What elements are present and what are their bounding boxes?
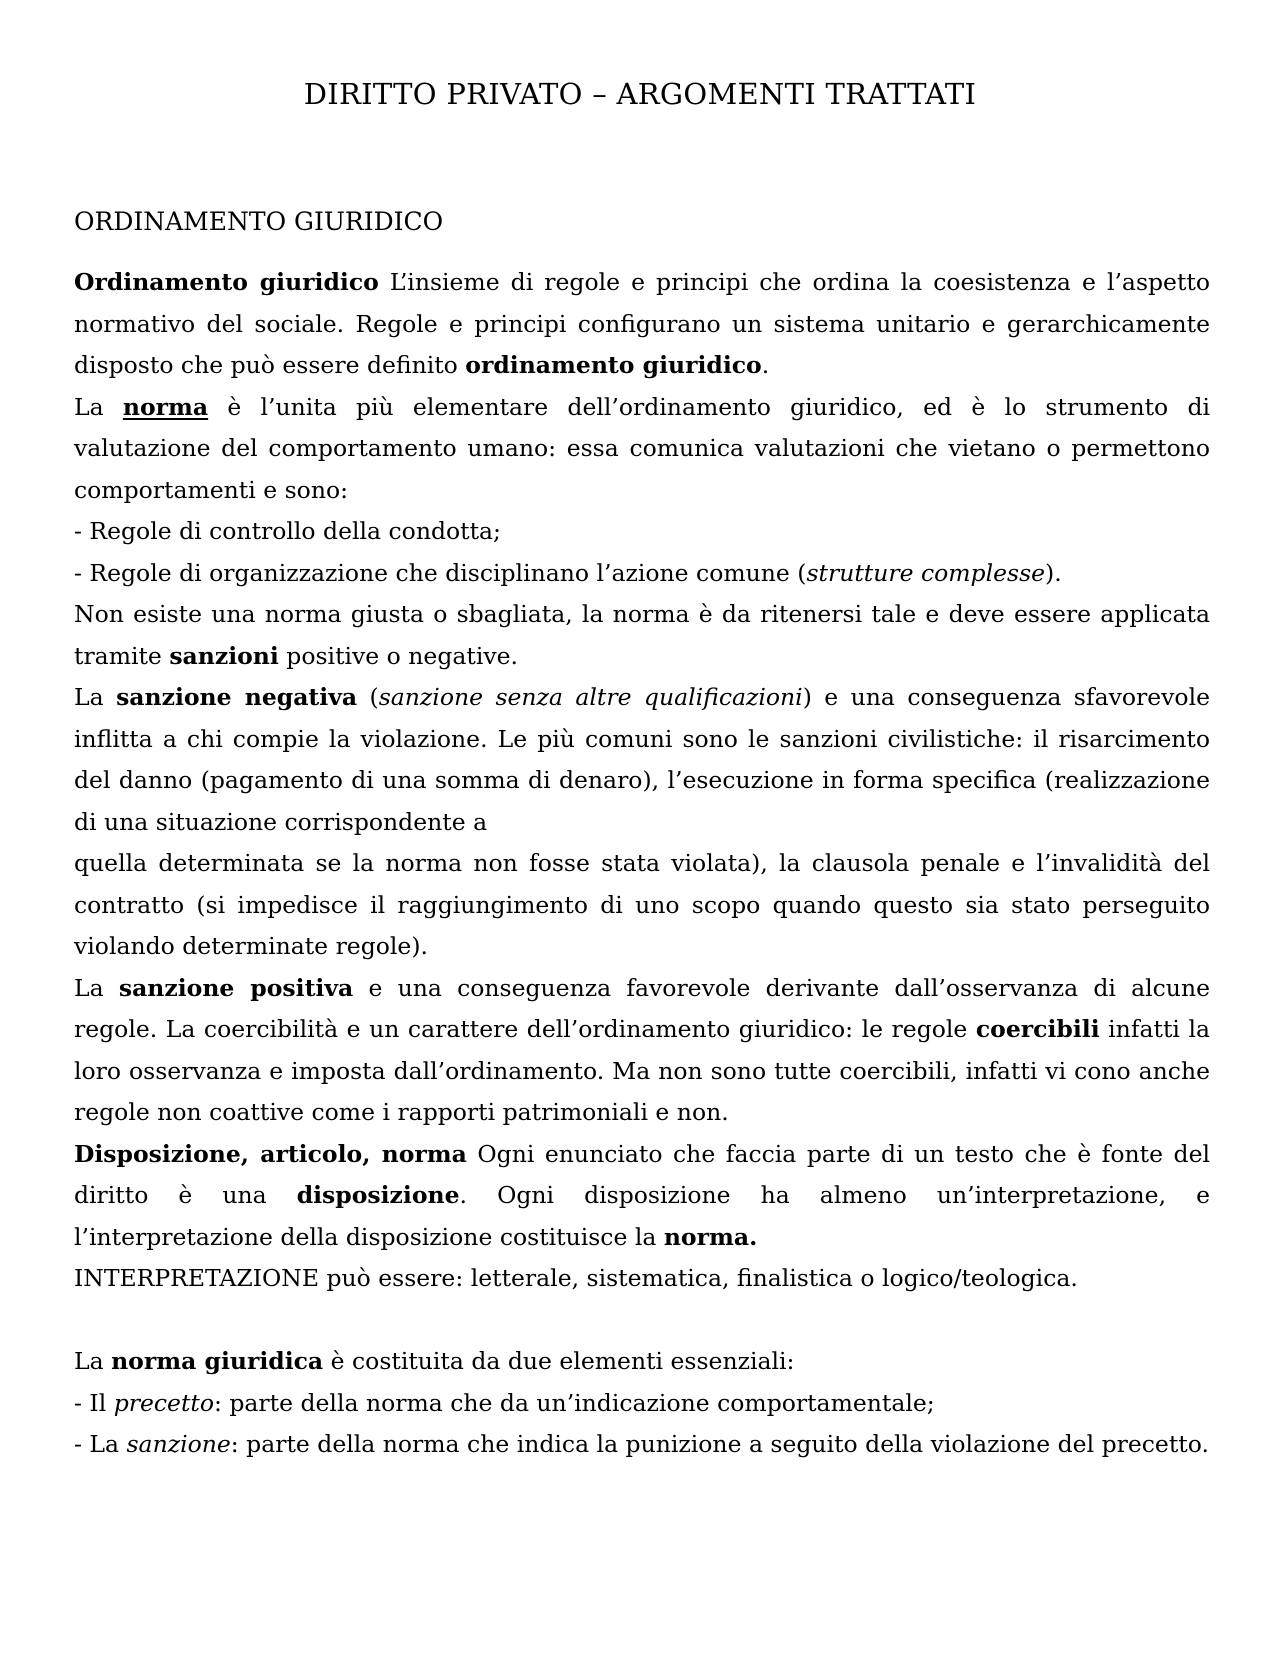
paragraph-text: positive o negative. <box>278 641 519 670</box>
list-item <box>74 1424 1210 1466</box>
paragraph-text: La <box>74 1347 112 1375</box>
paragraph-text: Non esiste una norma giusta o sbagliata, la norma è da ritenersi tale e deve essere applicata tramite <box>74 600 1210 670</box>
list-item-text: : parte della norma che indica la punizione a seguito della violazione del precetto. <box>230 1430 1209 1458</box>
list-item <box>74 1383 1210 1425</box>
term-ordinamento-giuridico: Ordinamento giuridico <box>74 268 379 296</box>
term-norma-underlined: norma <box>122 392 209 421</box>
paragraph-text: infatti la loro osservanza e imposta dall’ordinamento. Ma non sono tutte coercibili, infatti vi cono anche regole non coattive come i rapporti patrimoniali e non. <box>74 1015 1211 1126</box>
section-heading: ORDINAMENTO GIURIDICO <box>74 207 444 236</box>
list-item-text: ). <box>1045 558 1062 587</box>
term-norma-giuridica: norma giuridica <box>111 1347 324 1375</box>
paragraph-sanzioni <box>74 594 1210 677</box>
italic-sanzione: sanzione <box>126 1430 231 1458</box>
paragraph-text: La <box>74 683 117 711</box>
paragraph-text: è l’unita più elementare dell’ordinamento giuridico, ed è lo strumento di valutazione del comportamento umano: essa comunica valutazioni che vietano o permettono comportamenti e sono: <box>74 392 1211 504</box>
paragraph-spacer <box>74 1300 1210 1342</box>
paragraph-sanzione-positiva <box>74 968 1210 1134</box>
term-sanzione-positiva: sanzione positiva <box>118 973 354 1002</box>
paragraph-text: ) e una conseguenza sfavorevole inflitta a chi compie la violazione. Le più comuni sono le sanzioni civilistiche: il risarcimento del danno (pagamento di una somma di denaro), l’esecuzione in forma specifica (realizzazione di una situazione corrispondente a <box>74 683 1210 836</box>
list-item-text: - Il <box>74 1388 114 1417</box>
term-norma <box>123 393 208 421</box>
paragraph-ordinamento <box>74 262 1210 387</box>
list-item: - Regole di controllo della condotta; <box>74 517 501 545</box>
list-item-text: : parte della norma che da un’indicazione comportamentale; <box>213 1388 935 1417</box>
document-body <box>74 262 1210 1466</box>
paragraph-text: . Ogni disposizione ha almeno un’interpretazione, e l’interpretazione della disposizione costituisce la <box>74 1181 1210 1251</box>
paragraph-text: è costituita da due elementi essenziali: <box>323 1347 795 1375</box>
italic-strutture-complesse: strutture complesse <box>806 558 1046 587</box>
term-sanzioni: sanzioni <box>169 641 279 670</box>
paragraph-text: Ogni enunciato che faccia parte di un testo che è fonte del diritto è una <box>74 1139 1210 1209</box>
term-disposizione: disposizione <box>296 1181 460 1209</box>
paragraph-text: La <box>74 392 123 421</box>
paragraph-disposizione <box>74 1134 1210 1259</box>
term-disposizione-articolo-norma: Disposizione, articolo, norma <box>74 1139 467 1168</box>
paragraph-norma-giuridica <box>74 1341 1210 1383</box>
paragraph-sanzione-negativa <box>74 677 1210 843</box>
paragraph-text: La <box>74 973 119 1002</box>
term-sanzione-negativa: sanzione negativa <box>116 683 358 711</box>
term-coercibili: coercibili <box>975 1015 1100 1043</box>
paragraph-text: . <box>761 351 770 379</box>
paragraph-norma <box>74 387 1210 512</box>
paragraph-text: ( <box>357 683 379 711</box>
paragraph-text: L’insieme di regole e principi che ordina la coesistenza e l’aspetto normativo del sociale. Regole e principi configurano un sistema unitario e gerarchicamente disposto che può essere definito <box>74 268 1210 379</box>
document-title: DIRITTO PRIVATO – ARGOMENTI TRATTATI <box>303 77 977 111</box>
list-item-text: - La <box>74 1430 127 1458</box>
paragraph-text: e una conseguenza favorevole derivante dall’osservanza di alcune regole. La coercibilità e un carattere dell’ordinamento giuridico: le regole <box>74 973 1210 1043</box>
list-item-text: - Regole di organizzazione che disciplinano l’azione comune ( <box>74 558 807 587</box>
paragraph-interpretazione: INTERPRETAZIONE può essere: letterale, sistematica, finalistica o logico/teologica. <box>74 1264 1078 1292</box>
list-item <box>74 553 1210 595</box>
term-norma-final: norma. <box>663 1222 758 1251</box>
term-ordinamento-giuridico-2: ordinamento giuridico <box>465 351 762 379</box>
paragraph-continuation: quella determinata se la norma non fosse stata violata), la clausola penale e l’invalidità del contratto (si impedisce il raggiungimento di uno scopo quando questo sia stato perseguito violando determinate regole). <box>74 849 1210 960</box>
italic-precetto: precetto <box>113 1388 214 1417</box>
italic-sanzione-senza-qualificazioni: sanzione senza altre qualificazioni <box>378 683 803 711</box>
